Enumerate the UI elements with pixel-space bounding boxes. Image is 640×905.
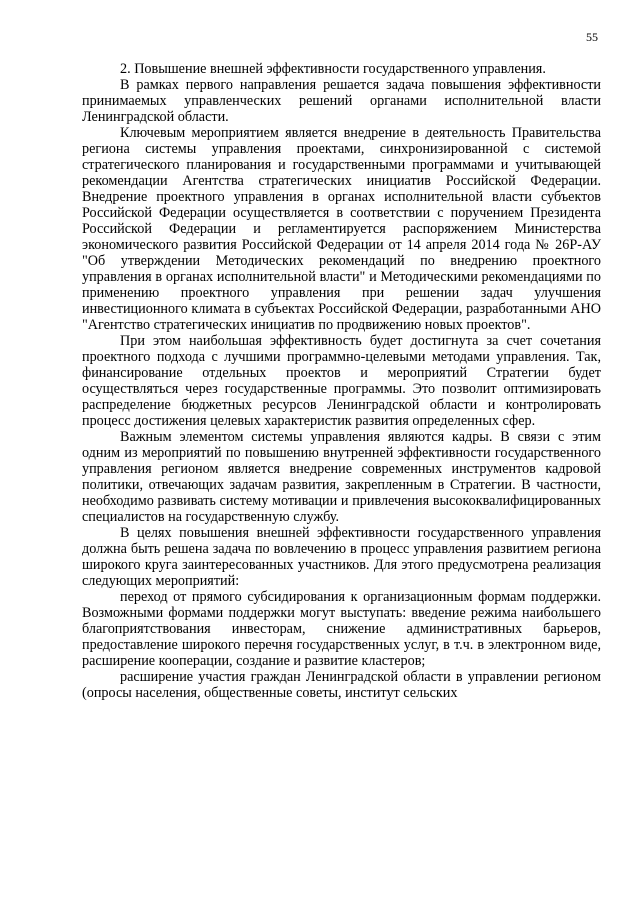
paragraph-section-heading: 2. Повышение внешней эффективности государственного управления. <box>120 61 546 77</box>
page-number: 55 <box>586 30 598 44</box>
document-body <box>82 61 601 701</box>
list-item-paragraph: расширение участия граждан Ленинградской области в управлении регионом (опросы населения, общественные советы, институт сельских <box>82 669 601 701</box>
list-item-paragraph: переход от прямого субсидирования к организационным формам поддержки. Возможными формами поддержки могут выступать: введение режима наибольшего благоприятствования инвесторам, снижение административных барьеров, предоставление широкого перечня государственных услуг, в т.ч. в электронном виде, расширение кооперации, создание и развитие кластеров; <box>82 589 601 669</box>
paragraph: В целях повышения внешней эффективности государственного управления должна быть решена задача по вовлечению в процесс управления развитием региона широкого круга заинтересованных участников. Для этого предусмотрена реализация следующих мероприятий: <box>82 525 601 589</box>
paragraph: При этом наибольшая эффективность будет достигнута за счет сочетания проектного подхода с лучшими программно-целевыми методами управления. Так, финансирование отдельных проектов и мероприятий Стратегии будет осуществляться через государственные программы. Это позволит оптимизировать распределение бюджетных ресурсов Ленинградской области и контролировать процесс достижения целевых характеристик развития определенных сфер. <box>82 333 601 429</box>
paragraph: В рамках первого направления решается задача повышения эффективности принимаемых управленческих решений органами исполнительной власти Ленинградской области. <box>82 77 601 125</box>
paragraph: Важным элементом системы управления являются кадры. В связи с этим одним из мероприятий по повышению внутренней эффективности государственного управления регионом является внедрение современных инструментов кадровой политики, отвечающих задачам развития, закрепленным в Стратегии. В частности, необходимо развивать систему мотивации и привлечения высококвалифицированных специалистов на государственную службу. <box>82 429 601 525</box>
paragraph: Ключевым мероприятием является внедрение в деятельность Правительства региона системы управления проектами, синхронизированной с системой стратегического планирования и государственными программами и учитывающей рекомендации Агентства стратегических инициатив Российской Федерации. Внедрение проектного управления в органах исполнительной власти субъектов Российской Федерации осуществляется в соответствии с поручением Президента Российской Федерации и регламентируется распоряжением Министерства экономического развития Российской Федерации от 14 апреля 2014 года № 26Р-АУ "Об утверждении Методических рекомендаций по внедрению проектного управления в органах исполнительной власти" и Методическими рекомендациями по применению проектного управления при решении задач улучшения инвестиционного климата в субъектах Российской Федерации, разработанными АНО "Агентство стратегических инициатив по продвижению новых проектов". <box>82 125 601 333</box>
